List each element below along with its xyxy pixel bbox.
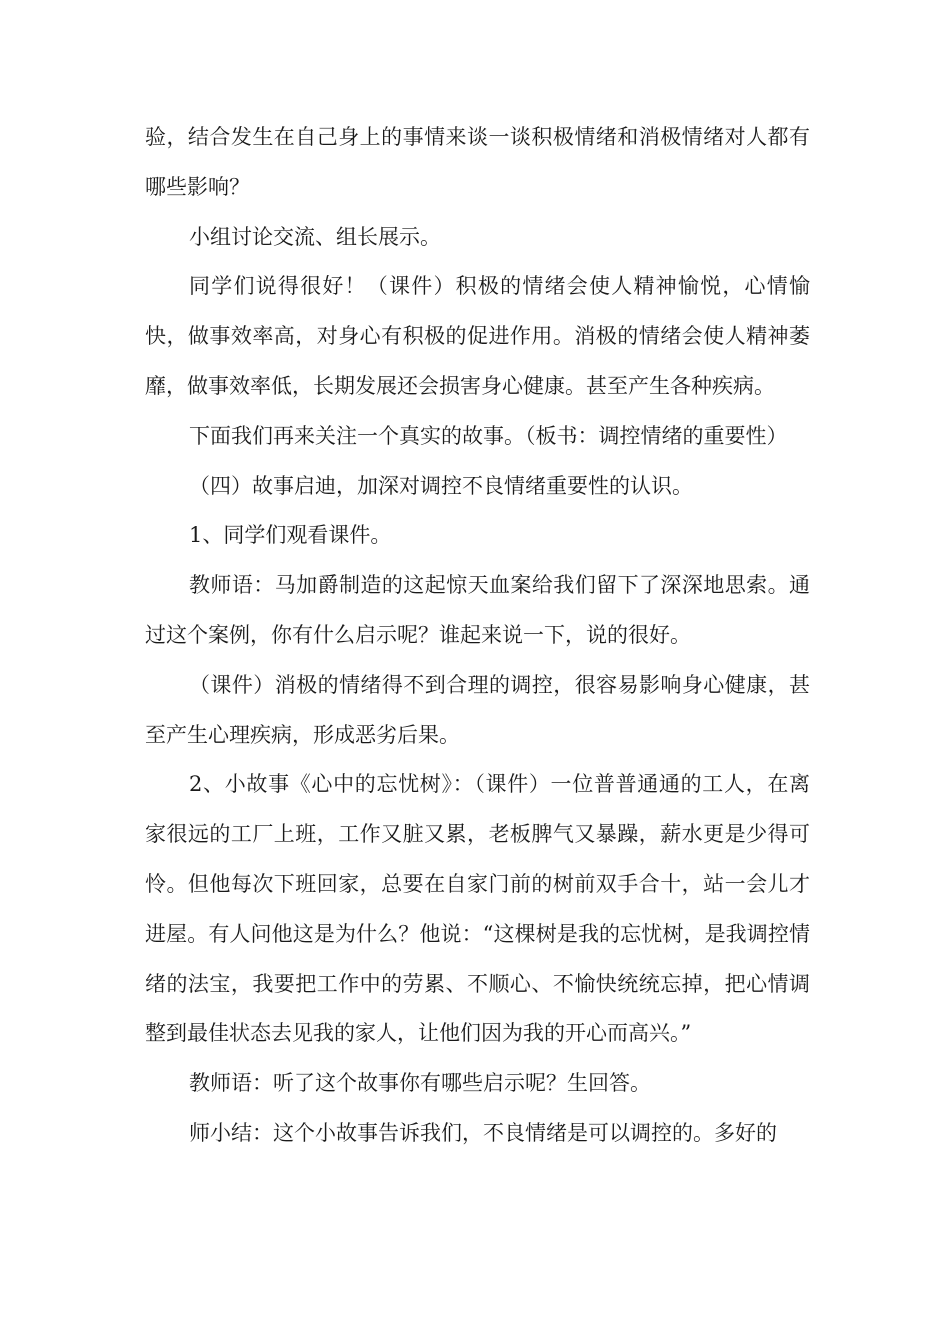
paragraph-teacher-question: 教师语：听了这个故事你有哪些启示呢？生回答。 — [189, 1071, 651, 1096]
paragraph-teacher-summary: 师小结：这个小故事告诉我们，不良情绪是可以调控的。多好的 — [189, 1120, 777, 1145]
paragraph-watch-courseware: 1、同学们观看课件。 — [189, 523, 392, 548]
paragraph-emotion-effects: 同学们说得很好！（课件）积极的情绪会使人精神愉悦，心情愉快，做事效率高，对身心有积极的促进作用。消极的情绪会使人精神萎靡，做事效率低，长期发展还会损害身心健康。甚至产生各种疾病。 — [145, 274, 810, 398]
document-body — [145, 113, 810, 1159]
paragraph-true-story-intro: 下面我们再来关注一个真实的故事。（板书：调控情绪的重要性） — [189, 423, 788, 448]
paragraph-continuation: 验，结合发生在自己身上的事情来谈一谈积极情绪和消极情绪对人都有哪些影响？ — [145, 125, 810, 199]
paragraph-group-discussion: 小组讨论交流、组长展示。 — [189, 224, 441, 249]
paragraph-worry-tree-story: 2、小故事《心中的忘忧树》：（课件）一位普普通通的工人，在离家很远的工厂上班，工作又脏又累，老板脾气又暴躁，薪水更是少得可怜。但他每次下班回家，总要在自家门前的树前双手合十，站一会儿才进屋。有人问他这是为什么？他说：“这棵树是我的忘忧树，是我调控情绪的法宝，我要把工作中的劳累、不顺心、不愉快统统忘掉，把心情调整到最佳状态去见我的家人，让他们因为我的开心而高兴。” — [145, 772, 810, 1046]
paragraph-negative-emotion-consequence: （课件）消极的情绪得不到合理的调控，很容易影响身心健康，甚至产生心理疾病，形成恶劣后果。 — [145, 672, 810, 747]
section-heading-story-inspiration: （四）故事启迪，加深对调控不良情绪重要性的认识。 — [189, 473, 693, 498]
paragraph-teacher-case: 教师语：马加爵制造的这起惊天血案给我们留下了深深地思索。通过这个案例，你有什么启示呢？谁起来说一下，说的很好。 — [145, 573, 810, 647]
